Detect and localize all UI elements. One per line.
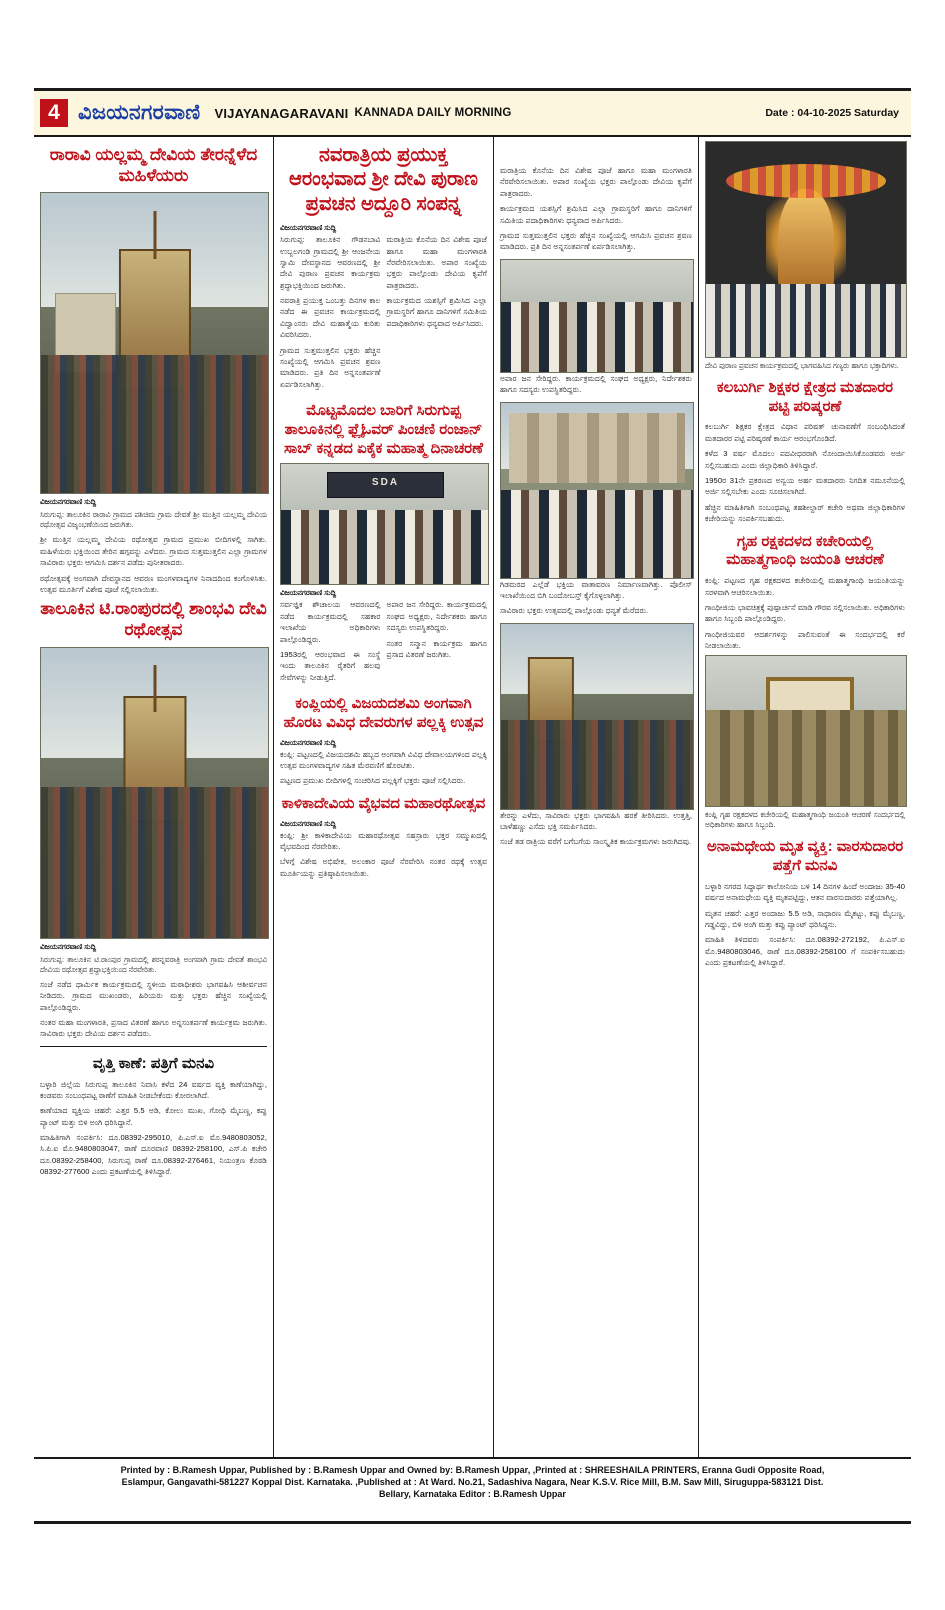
masthead-date: Date : 04-10-2025 Saturday	[765, 107, 899, 119]
article-headline-gandhi-jayanti: ಗೃಹ ರಕ್ಷಕದಳದ ಕಚೇರಿಯಲ್ಲಿ ಮಹಾತ್ಮಗಾಂಧಿ ಜಯಂತಿ ಆಚರಣೆ	[726, 532, 884, 569]
article-body-a3-p1: ಬಳ್ಳಾರಿ ಜಿಲ್ಲೆಯ ಸಿರುಗುಪ್ಪ ತಾಲೂಕಿನ ನಿವಾಸಿ ಕಳೆದ 24 ವರ್ಷದ ವ್ಯಕ್ತಿ ಕಾಣೆಯಾಗಿದ್ದು, ಕಂಡವರು ಸಂಬಂಧಪಟ್ಟ ಠಾಣೆಗೆ ಮಾಹಿತಿ ನೀಡಬೇಕೆಂದು ಕೋರಲಾಗಿದೆ.	[40, 1079, 267, 1100]
article-body-a2-p2: ನಂತರ ಮಹಾ ಮಂಗಳಾರತಿ, ಪ್ರಸಾದ ವಿತರಣೆ ಹಾಗೂ ಅನ್ನಸಂತರ್ಪಣೆ ಕಾರ್ಯಕ್ರಮ ಜರುಗಿತು. ಸಾವಿರಾರು ಭಕ್ತರು ದೇವಿಯ ದರ್ಶನ ಪಡೆದರು.	[40, 1018, 267, 1039]
page-body	[34, 137, 911, 1457]
article-body-a10-p3: ಮಾಹಿತಿ ತಿಳಿದವರು ಸಂಪರ್ಕಿಸಿ: ದೂ.08392-272192, ಪಿ.ಎಸ್.ಐ ಮೊ.9480803046, ಠಾಣೆ ದೂ.08392-258100 ಗೆ ಸಂಪರ್ಕಿಸಬಹುದು ಎಂದು ಪ್ರಕಟಣೆಯಲ್ಲಿ ತಿಳಿಸಿದ್ದಾರೆ.	[705, 935, 905, 968]
article-body-a6-p2: ಪಟ್ಟಣದ ಪ್ರಮುಖ ಬೀದಿಗಳಲ್ಲಿ ಸಂಚರಿಸಿದ ಪಲ್ಲಕ್ಕಿಗೆ ಭಕ್ತರು ಪೂಜೆ ಸಲ್ಲಿಸಿದರು.	[280, 776, 466, 786]
page-number: 4	[40, 99, 68, 127]
article-body-a4-c2-p2: ಕಾರ್ಯಕ್ರಮದ ಯಶಸ್ಸಿಗೆ ಶ್ರಮಿಸಿದ ಎಲ್ಲಾ ಗ್ರಾಮಸ್ಥರಿಗೆ ಹಾಗೂ ದಾನಿಗಳಿಗೆ ಸಮಿತಿಯ ಪದಾಧಿಕಾರಿಗಳು ಧನ್ಯವಾದ ಅರ್ಪಿಸಿದರು.	[386, 296, 487, 328]
photo-sda-group	[280, 463, 489, 585]
article-body-a1-p2: ರಥೋತ್ಸವಕ್ಕೆ ಅಂಗವಾಗಿ ದೇವಸ್ಥಾನದ ಆವರಣ ಮಂಗಳವಾದ್ಯಗಳ ನಿನಾದದಿಂದ ಕಂಗೊಳಿಸಿತು. ಉತ್ಸವ ಮೂರ್ತಿಗೆ ವಿಶೇಷ ಪೂಜೆ ಸಲ್ಲಿಸಲಾಯಿತು.	[40, 573, 267, 594]
article-body-a10-p2: ಮೃತನ ಚಹರೆ: ಎತ್ತರ ಅಂದಾಜು 5.5 ಅಡಿ, ಸಾಧಾರಣ ಮೈಕಟ್ಟು, ಕಪ್ಪು ಮೈಬಣ್ಣ, ಗಡ್ಡವಿದ್ದು, ಬಿಳಿ ಅಂಗಿ ಮತ್ತು ಕಪ್ಪು ಪ್ಯಾಂಟ್ ಧರಿಸಿದ್ದನು.	[705, 908, 905, 930]
article-body-a4-spill-p2: ಕಾರ್ಯಕ್ರಮದ ಯಶಸ್ಸಿಗೆ ಶ್ರಮಿಸಿದ ಎಲ್ಲಾ ಗ್ರಾಮಸ್ಥರಿಗೆ ಹಾಗೂ ದಾನಿಗಳಿಗೆ ಸಮಿತಿಯ ಪದಾಧಿಕಾರಿಗಳು ಧನ್ಯವಾದ ಅರ್ಪಿಸಿದರು.	[500, 204, 692, 225]
article-body-a4-c1-p3: ಗ್ರಾಮದ ಸುತ್ತಮುತ್ತಲಿನ ಭಕ್ತರು ಹೆಚ್ಚಿನ ಸಂಖ್ಯೆಯಲ್ಲಿ ಆಗಮಿಸಿ ಪ್ರವಚನ ಶ್ರವಣ ಮಾಡಿದರು. ಪ್ರತಿ ದಿನ ಅನ್ನಸಂತರ್ಪಣೆ ಏರ್ಪಡಿಸಲಾಗಿತ್ತು.	[280, 345, 381, 389]
article-body-a5-right-p2: ನಂತರ ಸನ್ಮಾನ ಕಾರ್ಯಕ್ರಮ ಹಾಗೂ ಪ್ರಸಾದ ವಿತರಣೆ ಜರುಗಿತು.	[386, 638, 487, 660]
article-body-a7-right-p1: ತೇರನ್ನು ಎಳೆದು, ಸಾವಿರಾರು ಭಕ್ತರು ಭಾಗವಹಿಸಿ ಹರಕೆ ತೀರಿಸಿದರು. ಉತ್ತತ್ತಿ, ಬಾಳೆಹಣ್ಣು ಎಸೆದು ಭಕ್ತಿ ಸಮರ್ಪಿಸಿದರು.	[500, 810, 692, 832]
column-2	[274, 137, 494, 1457]
article-body-a7-p1: ಕಂಪ್ಲಿ: ಶ್ರೀ ಕಾಳಿಕಾದೇವಿಯ ಮಹಾರಥೋತ್ಸವ ಸಹಸ್ರಾರು ಭಕ್ತರ ಸಮ್ಮುಖದಲ್ಲಿ ವೈಭವದಿಂದ ನೆರವೇರಿತು.	[280, 830, 487, 851]
article-headline-ranjan-sab: ಮೊಟ್ಟಮೊದಲ ಬಾರಿಗೆ ಸಿರುಗುಪ್ಪ ತಾಲೂಕಿನಲ್ಲಿ ಫ್ಲೈಓವರ್ ಪಿಂಚಣಿ ರಂಜಾನ್ ಸಾಬ್ ಕನ್ನಡದ ಏಕೈಕ ಮಹಾತ್ಮ ದಿನಾಚರಣೆ	[283, 402, 484, 457]
photo-caption-a2: ಸಿರುಗುಪ್ಪ: ತಾಲೂಕಿನ ಟಿ.ರಾಂಪುರ ಗ್ರಾಮದಲ್ಲಿ ಶರನ್ನವರಾತ್ರಿ ಅಂಗವಾಗಿ ಗ್ರಾಮ ದೇವತೆ ಶಾಂಭವಿ ದೇವಿಯ ರಥೋತ್ಸವ ಶ್ರದ್ಧಾಭಕ್ತಿಯಿಂದ ನೆರವೇರಿತು.	[40, 954, 267, 974]
article-body-a3-p3: ಮಾಹಿತಿಗಾಗಿ ಸಂಪರ್ಕಿಸಿ: ದೂ.08392-295010, ಪಿ.ಎಸ್.ಐ ಮೊ.9480803052, ಸಿ.ಪಿ.ಐ ಮೊ.9480803047, ಠಾಣೆ ದೂರವಾಣಿ 08392-258100, ಎಸ್.ಪಿ ಕಚೇರಿ ದೂ.08392-258400, ಸಿರುಗುಪ್ಪ ಠಾಣೆ ದೂ.08392-276461, ನಿಯಂತ್ರಣ ಕೊಠಡಿ 08392-277600 ಎಂದು ಪ್ರಕಟಣೆಯಲ್ಲಿ ತಿಳಿಸಿದ್ದಾರೆ.	[40, 1133, 267, 1177]
source-label-a2: ವಿಜಯನಗರವಾಣಿ ಸುದ್ದಿ	[40, 941, 97, 951]
article-headline-shambhavi: ತಾಲೂಕಿನ ಟಿ.ರಾಂಪುರದಲ್ಲಿ ಶಾಂಭವಿ ದೇವಿ ರಥೋತ್ಸವ	[40, 599, 267, 640]
article-body-a2-p1: ಸಂಜೆ ನಡೆದ ಧಾರ್ಮಿಕ ಕಾರ್ಯಕ್ರಮದಲ್ಲಿ ಸ್ಥಳೀಯ ಮಠಾಧೀಶರು ಭಾಗವಹಿಸಿ ಆಶೀರ್ವಚನ ನೀಡಿದರು. ಗ್ರಾಮದ ಮುಖಂಡರು, ಹಿರಿಯರು ಮತ್ತು ಭಕ್ತರು ಹೆಚ್ಚಿನ ಸಂಖ್ಯೆಯಲ್ಲಿ ಪಾಲ್ಗೊಂಡಿದ್ದರು.	[40, 979, 267, 1012]
page-sheet	[34, 88, 911, 1524]
source-label-a1: ವಿಜಯನಗರವಾಣಿ ಸುದ್ದಿ	[40, 497, 97, 507]
photo-kampli-procession	[500, 402, 694, 579]
article-headline-kampli-palaki: ಕಂಪ್ಲಿಯಲ್ಲಿ ವಿಜಯದಶಮಿ ಅಂಗವಾಗಿ ಹೊರಟ ವಿವಿಧ ದೇವರುಗಳ ಪಲ್ಲಕ್ಕಿ ಉತ್ಸವ	[283, 695, 484, 731]
article-headline-voter-list: ಕಲಬುರ್ಗಿ ಶಿಕ್ಷಕರ ಕ್ಷೇತ್ರದ ಮತದಾರರ ಪಟ್ಟಿ ಪರಿಷ್ಕರಣೆ	[716, 378, 894, 415]
article-body-a9-p3: ಗಾಂಧೀಜಿಯವರ ಆದರ್ಶಗಳನ್ನು ಪಾಲಿಸುವಂತೆ ಈ ಸಂದರ್ಭದಲ್ಲಿ ಕರೆ ನೀಡಲಾಯಿತು.	[705, 629, 905, 651]
column-1	[34, 137, 274, 1457]
article-body-a10-p1: ಬಳ್ಳಾರಿ ನಗರದ ಸಿದ್ಧಾರ್ಥ ಕಾಲೋನಿಯ ಬಳಿ 14 ದಿನಗಳ ಹಿಂದೆ ಅಂದಾಜು 35-40 ವರ್ಷದ ಅನಾಮಧೇಯ ವ್ಯಕ್ತಿ ಮೃತಪಟ್ಟಿದ್ದು, ಆತನ ವಾರಸುದಾರರು ಪತ್ತೆಯಾಗಿಲ್ಲ.	[705, 881, 905, 903]
article-body-a6-p1: ಕಂಪ್ಲಿ: ಪಟ್ಟಣದಲ್ಲಿ ವಿಜಯದಶಮಿ ಹಬ್ಬದ ಅಂಗವಾಗಿ ವಿವಿಧ ದೇವಾಲಯಗಳಿಂದ ಪಲ್ಲಕ್ಕಿ ಉತ್ಸವ ಮಂಗಳವಾದ್ಯಗಳ ಸಹಿತ ಮೆರವಣಿಗೆ ಹೊರಟಿತು.	[280, 749, 487, 771]
article-headline-unidentified-body: ಅನಾಮಧೇಯ ಮೃತ ವ್ಯಕ್ತಿ: ವಾರಸುದಾರರ ಪತ್ತೆಗೆ ಮನವಿ	[706, 838, 904, 875]
article-body-a7-p2: ಬೆಳಗ್ಗೆ ವಿಶೇಷ ಅಭಿಷೇಕ, ಅಲಂಕಾರ ಪೂಜೆ ನೆರವೇರಿಸಿ ನಂತರ ರಥಕ್ಕೆ ಉತ್ಸವ ಮೂರ್ತಿಯನ್ನು ಪ್ರತಿಷ್ಠಾಪಿಸಲಾಯಿತು.	[280, 857, 487, 878]
article-body-a4-c2-p1: ಮರಾತ್ರಿಯ ಕೊನೆಯ ದಿನ ವಿಶೇಷ ಪೂಜೆ ಹಾಗೂ ಮಹಾ ಮಂಗಳಾರತಿ ನೆರವೇರಿಸಲಾಯಿತು. ಅಪಾರ ಸಂಖ್ಯೆಯ ಭಕ್ತರು ಪಾಲ್ಗೊಂಡು ದೇವಿಯ ಕೃಪೆಗೆ ಪಾತ್ರರಾದರು.	[386, 235, 487, 290]
photo-caption-a4: ದೇವಿ ಪುರಾಣ ಪ್ರವಚನ ಕಾರ್ಯಕ್ರಮದಲ್ಲಿ ಭಾಗವಹಿಸಿದ ಗಣ್ಯರು ಹಾಗೂ ಭಕ್ತಾದಿಗಳು.	[705, 361, 899, 370]
article-body-a8-p2: ಕಳೆದ 3 ವರ್ಷ ಮೊದಲು ಪದವೀಧರರಾಗಿ ನೋಂದಾಯಿಸಿಕೊಂಡವರು ಅರ್ಜಿ ಸಲ್ಲಿಸಬಹುದು ಎಂದು ಜಿಲ್ಲಾಧಿಕಾರಿ ತಿಳಿಸಿದ್ದಾರೆ.	[705, 449, 905, 470]
source-label-a4: ವಿಜಯನಗರವಾಣಿ ಸುದ್ದಿ	[280, 223, 337, 233]
article-headline-yellamma: ರಾರಾವಿ ಯಲ್ಲಮ್ಮ ದೇವಿಯ ತೇರನ್ನೆಳೆದ ಮಹಿಳೆಯರು	[49, 145, 258, 185]
source-label-a6: ವಿಜಯನಗರವಾಣಿ ಸುದ್ದಿ	[280, 737, 337, 747]
source-label-a7: ವಿಜಯನಗರವಾಣಿ ಸುದ್ದಿ	[280, 818, 337, 828]
photo-devi-purana-deity	[705, 141, 907, 358]
masthead-english-subtitle: KANNADA DAILY MORNING	[354, 107, 512, 119]
photo-yellamma-chariot	[40, 192, 269, 494]
masthead-kannada-title: ವಿಜಯನಗರವಾಣಿ	[78, 101, 201, 124]
article-body-a3-p2: ಕಾಣೆಯಾದ ವ್ಯಕ್ತಿಯ ಚಹರೆ: ಎತ್ತರ 5.5 ಅಡಿ, ಕೋಲು ಮುಖ, ಗೋಧಿ ಮೈಬಣ್ಣ, ಕಪ್ಪು ಪ್ಯಾಂಟ್ ಮತ್ತು ಬಿಳಿ ಅಂಗಿ ಧರಿಸಿದ್ದಾನೆ.	[40, 1106, 267, 1127]
article-body-a4-c1-p1: ಸಿರುಗುಪ್ಪ: ತಾಲೂಕಿನ ಗೌಡನಬಾವಿ ಉಬ್ಬಲಗಂಡಿ ಗ್ರಾಮದಲ್ಲಿ ಶ್ರೀ ಆಂಜನೇಯ ಸ್ವಾಮಿ ದೇವಸ್ಥಾನದ ಆವರಣದಲ್ಲಿ ಶ್ರೀ ದೇವಿ ಪುರಾಣ ಪ್ರವಚನ ಕಾರ್ಯಕ್ರಮ ಶ್ರದ್ಧಾಭಕ್ತಿಯಿಂದ ಜರುಗಿತು.	[280, 235, 381, 290]
article-body-a4-spill-p1: ಮರಾತ್ರಿಯ ಕೊನೆಯ ದಿನ ವಿಶೇಷ ಪೂಜೆ ಹಾಗೂ ಮಹಾ ಮಂಗಳಾರತಿ ನೆರವೇರಿಸಲಾಯಿತು. ಅಪಾರ ಸಂಖ್ಯೆಯ ಭಕ್ತರು ಪಾಲ್ಗೊಂಡು ದೇವಿಯ ಕೃಪೆಗೆ ಪಾತ್ರರಾದರು.	[500, 166, 692, 198]
photo-homeguard-gandhi	[705, 655, 907, 807]
article-body-a5-right-p1: ಅಪಾರ ಜನ ಸೇರಿದ್ದರು. ಕಾರ್ಯಕ್ರಮದಲ್ಲಿ ಸಂಘದ ಅಧ್ಯಕ್ಷರು, ನಿರ್ದೇಶಕರು ಹಾಗೂ ಸದಸ್ಯರು ಉಪಸ್ಥಿತರಿದ್ದರು.	[386, 600, 487, 633]
photo-caption-a9: ಕಂಪ್ಲಿ ಗೃಹ ರಕ್ಷಕದಳದ ಕಚೇರಿಯಲ್ಲಿ ಮಹಾತ್ಮಗಾಂಧಿ ಜಯಂತಿ ಆಚರಣೆ ಸಂದರ್ಭದಲ್ಲಿ ಅಧಿಕಾರಿಗಳು ಹಾಗೂ ಸಿಬ್ಬಂದಿ.	[705, 810, 905, 830]
photo-caption-a1: ಸಿರುಗುಪ್ಪ: ತಾಲೂಕಿನ ರಾರಾವಿ ಗ್ರಾಮದ ಪಶಿಚಿಮ ಗ್ರಾಮ ದೇವತೆ ಶ್ರೀ ಮುತ್ತಿನ ಯಲ್ಲಮ್ಮ ದೇವಿಯ ರಥೋತ್ಸವ ವಿಜೃಂಭಣೆಯಿಂದ ಜರುಗಿತು.	[40, 510, 267, 530]
article-body-a4-spill-p3: ಗ್ರಾಮದ ಸುತ್ತಮುತ್ತಲಿನ ಭಕ್ತರು ಹೆಚ್ಚಿನ ಸಂಖ್ಯೆಯಲ್ಲಿ ಆಗಮಿಸಿ ಪ್ರವಚನ ಶ್ರವಣ ಮಾಡಿದರು. ಪ್ರತಿ ದಿನ ಅನ್ನಸಂತರ್ಪಣೆ ಏರ್ಪಡಿಸಲಾಗಿತ್ತು.	[500, 230, 692, 252]
article-body-a9-p1: ಕಂಪ್ಲಿ: ಪಟ್ಟಣದ ಗೃಹ ರಕ್ಷಕದಳದ ಕಚೇರಿಯಲ್ಲಿ ಮಹಾತ್ಮಗಾಂಧಿ ಜಯಂತಿಯನ್ನು ಸರಳವಾಗಿ ಆಚರಿಸಲಾಯಿತು.	[705, 576, 905, 597]
article-body-a5-left-p2: 1953ರಲ್ಲಿ ಆರಂಭವಾದ ಈ ಸಂಸ್ಥೆ ಇಂದು ತಾಲೂಕಿನ ರೈತರಿಗೆ ಹಲವು ಸೇವೆಗಳನ್ನು ನೀಡುತ್ತಿದೆ.	[280, 650, 381, 682]
article-body-a8-p1: ಕಲಬುರ್ಗಿ ಶಿಕ್ಷಕರ ಕ್ಷೇತ್ರದ ವಿಧಾನ ಪರಿಷತ್ ಚುನಾವಣೆಗೆ ಸಂಬಂಧಿಸಿದಂತೆ ಮತದಾರರ ಪಟ್ಟಿ ಪರಿಷ್ಕರಣೆ ಕಾರ್ಯ ಆರಂಭಗೊಂಡಿದೆ.	[705, 422, 905, 443]
article-body-a4-c1-p2: ನವರಾತ್ರಿ ಪ್ರಯುಕ್ತ ಒಂಬತ್ತು ದಿನಗಳ ಕಾಲ ನಡೆದ ಈ ಪ್ರವಚನ ಕಾರ್ಯಕ್ರಮದಲ್ಲಿ ವಿದ್ವಾಂಸರು ದೇವಿ ಮಹಾತ್ಮೆಯ ಕುರಿತು ವಿವರಿಸಿದರು.	[280, 296, 381, 340]
imprint-footer	[34, 1457, 911, 1505]
article-body-a6-right-p2: ಸಾವಿರಾರು ಭಕ್ತರು ಉತ್ಸವದಲ್ಲಿ ಪಾಲ್ಗೊಂಡು ಧನ್ಯತೆ ಮೆರೆದರು.	[500, 606, 649, 616]
article-body-a1-p1: ಶ್ರೀ ಮುತ್ತಿನ ಯಲ್ಲಮ್ಮ ದೇವಿಯ ರಥೋತ್ಸವ ಗ್ರಾಮದ ಪ್ರಮುಖ ಬೀದಿಗಳಲ್ಲಿ ಸಾಗಿತು. ಮಹಿಳೆಯರು ಭಕ್ತಿಯಿಂದ ತೇರಿನ ಹಗ್ಗವನ್ನು ಎಳೆದರು. ಗ್ರಾಮದ ಸುತ್ತಮುತ್ತಲಿನ ಎಲ್ಲಾ ಗ್ರಾಮಗಳ ಸಾವಿರಾರು ಭಕ್ತರು ಆಗಮಿಸಿ ದರ್ಶನ ಪಡೆದು ಪುನೀತರಾದರು.	[40, 535, 267, 568]
article-headline-missing-person: ವೃತ್ತಿ ಕಾಣೆ: ಪತ್ರಿಗೆ ಮನವಿ	[92, 1054, 215, 1072]
photo-kalika-chariot	[500, 623, 694, 810]
lead-article-columns	[280, 234, 487, 394]
imprint-line-1: Printed by : B.Ramesh Uppar, Published by : B.Ramesh Uppar and Owned by: B.Ramesh Uppar, ,Printed at : SHREESHAILA PRINTERS, Eranna Gudi Opposite Road,	[120, 1465, 825, 1475]
imprint-line-2: Eslampur, Gangavathi-581227 Koppal Dist. Karnataka. ,Published at : At Ward. No.21, Sadashiva Nagara, Near K.S.V. Rice Mill, B.M. Saw Mill, Siruguppa-583121 Dist.	[121, 1477, 824, 1488]
column-4	[699, 137, 911, 1457]
source-label-a5: ವಿಜಯನಗರವಾಣಿ ಸುದ್ದಿ	[280, 588, 337, 598]
photo-shambhavi-chariot	[40, 647, 269, 939]
article-body-a5-left-p1: ಸರ್ವಜ್ಞಿಕ ಶೌಚಾಲಯ ಆವರಣದಲ್ಲಿ ನಡೆದ ಕಾರ್ಯಕ್ರಮದಲ್ಲಿ ಸಹಕಾರ ಇಲಾಖೆಯ ಅಧಿಕಾರಿಗಳು ಪಾಲ್ಗೊಂಡಿದ್ದರು.	[280, 600, 381, 644]
photo-sda-group-2	[500, 259, 694, 373]
imprint-line-3: Bellary, Karnataka Editor : B.Ramesh Uppar	[379, 1489, 566, 1500]
column-3	[494, 137, 699, 1457]
article-body-a7-right-p2: ಸಂಜೆ ತಡ ರಾತ್ರಿಯ ವರೆಗೆ ಬಗೆಬಗೆಯ ಸಾಂಸ್ಕೃತಿಕ ಕಾರ್ಯಕ್ರಮಗಳು ಜರುಗಿದವು.	[500, 837, 692, 847]
lead-headline-devi-purana: ನವರಾತ್ರಿಯ ಪ್ರಯುಕ್ತ ಆರಂಭವಾದ ಶ್ರೀ ದೇವಿ ಪುರಾಣ ಪ್ರವಚನ ಅದ್ದೂರಿ ಸಂಪನ್ನ	[288, 144, 479, 215]
masthead-english-title: VIJAYANAGARAVANI	[214, 105, 349, 121]
article-headline-kalikadevi: ಕಾಳಿಕಾದೇವಿಯ ವೈಭವದ ಮಹಾರಥೋತ್ಸವ	[281, 794, 486, 812]
divider	[40, 1046, 267, 1047]
article-body-a6-right-p1: ಗಿಡಮರದ ಎಲ್ಲೆಡೆ ಭಕ್ತಿಯ ವಾತಾವರಣ ನಿರ್ಮಾಣವಾಗಿತ್ತು. ಪೊಲೀಸ್ ಇಲಾಖೆಯಿಂದ ಬಿಗಿ ಬಂದೋಬಸ್ತ್ ಕೈಗೊಳ್ಳಲಾಗಿತ್ತು.	[500, 579, 692, 600]
masthead	[34, 91, 911, 137]
article-body-a8-p3: 1950ರ 31ನೇ ಪ್ರಕರಣದ ಅನ್ವಯ ಅರ್ಹ ಮತದಾರರು ನಿಗದಿತ ನಮೂನೆಯಲ್ಲಿ ಅರ್ಜಿ ಸಲ್ಲಿಸಬೇಕು ಎಂದು ಸೂಚಿಸಲಾಗಿದೆ.	[705, 476, 905, 497]
article-body-a9-p2: ಗಾಂಧೀಜಿಯ ಭಾವಚಿತ್ರಕ್ಕೆ ಪುಷ್ಪಾರ್ಚನೆ ಮಾಡಿ ಗೌರವ ಸಲ್ಲಿಸಲಾಯಿತು. ಅಧಿಕಾರಿಗಳು ಹಾಗೂ ಸಿಬ್ಬಂದಿ ಪಾಲ್ಗೊಂಡಿದ್ದರು.	[705, 602, 905, 624]
article-body-a5-spill: ಅಪಾರ ಜನ ಸೇರಿದ್ದರು. ಕಾರ್ಯಕ್ರಮದಲ್ಲಿ ಸಂಘದ ಅಧ್ಯಕ್ಷರು, ನಿರ್ದೇಶಕರು ಹಾಗೂ ಸದಸ್ಯರು ಉಪಸ್ಥಿತರಿದ್ದರು.	[500, 373, 692, 395]
article-body-a8-p4: ಹೆಚ್ಚಿನ ಮಾಹಿತಿಗಾಗಿ ಸಂಬಂಧಪಟ್ಟ ತಹಶೀಲ್ದಾರ್ ಕಚೇರಿ ಅಥವಾ ಜಿಲ್ಲಾಧಿಕಾರಿಗಳ ಕಚೇರಿಯನ್ನು ಸಂಪರ್ಕಿಸಬಹುದು.	[705, 502, 905, 524]
